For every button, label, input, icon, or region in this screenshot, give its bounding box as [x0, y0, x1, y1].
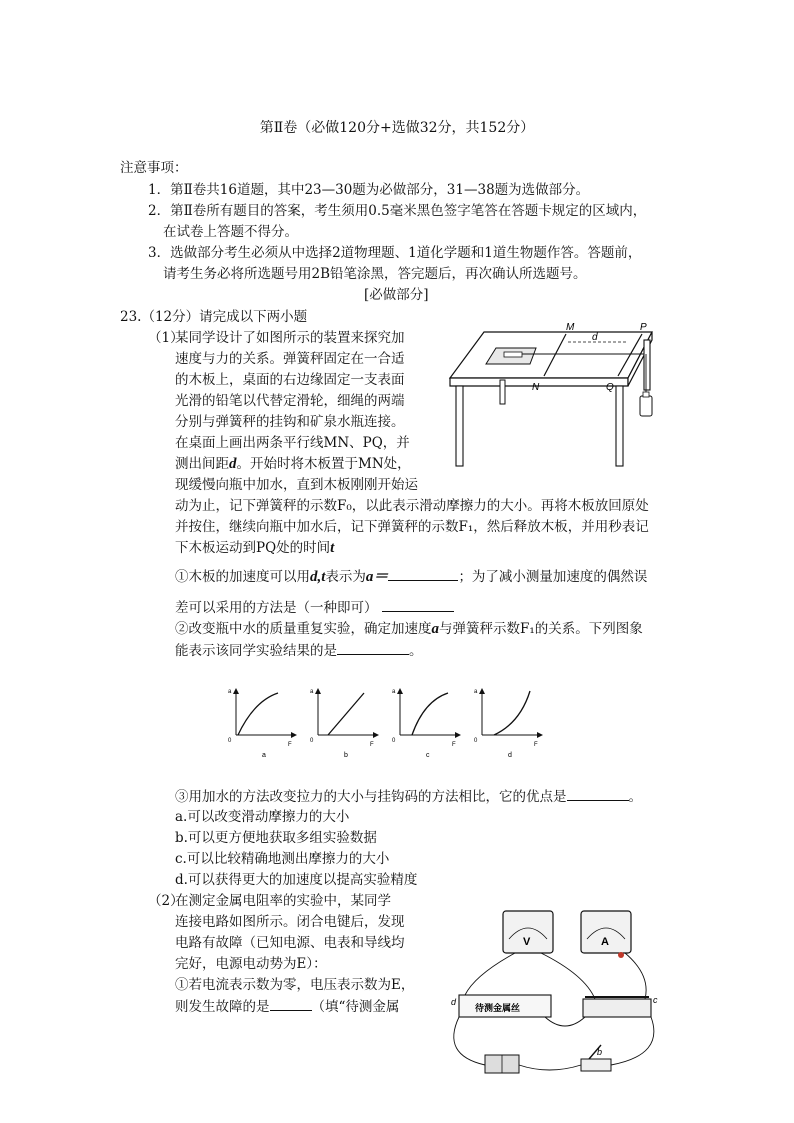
subquestion-2-cont: 能表示该同学实验结果的是 。 [175, 640, 423, 662]
terminal-dot [618, 952, 624, 958]
label-c: c [653, 995, 658, 1005]
ammeter-label: A [601, 936, 609, 948]
graph-options [222, 683, 552, 763]
question-text: 光滑的铅笔以代替定滑轮，细绳的两端 [175, 393, 405, 409]
wire-label: 待测金属丝 [475, 1003, 521, 1013]
question-text: 动为止，记下弹簧秤的示数F₀，以此表示滑动摩擦力的大小。再将木板放回原处 [175, 498, 649, 514]
circuit-figure [445, 905, 675, 1085]
page-title: 第Ⅱ卷（必做120分+选做32分，共152分） [259, 120, 535, 136]
text-fragment: 则发生故障的是 [175, 999, 270, 1015]
question-text: 某同学设计了如图所示的装置来探究加 [175, 330, 405, 346]
option-item[interactable]: d.可以获得更大的加速度以提高实验精度 [175, 872, 418, 888]
graph-a[interactable] [228, 689, 296, 759]
symbol-a-eq: a＝ [365, 569, 389, 585]
text-fragment: ①木板的加速度可以用 [175, 569, 310, 585]
question-text: 并按住，继续向瓶中加水后，记下弹簧秤的示数F₁，然后释放木板，并用秒表记 [175, 519, 649, 535]
graph-c[interactable] [392, 689, 460, 759]
graph-origin: 0 [228, 738, 232, 744]
graph-axis-x: F [288, 742, 292, 748]
option-item[interactable]: a.可以改变滑动摩擦力的大小 [175, 809, 350, 825]
graph-origin: 0 [310, 738, 314, 744]
question-text [175, 538, 334, 559]
graph-axis-y: a [228, 689, 232, 695]
graph-axis-y: a [392, 689, 396, 695]
notice-item: 在试卷上答题不得分。 [163, 224, 298, 240]
question-text: 的木板上，桌面的右边缘固定一支表面 [175, 372, 405, 388]
part-label: （1） [148, 330, 184, 346]
answer-blank[interactable] [270, 996, 312, 1011]
notice-item: 1．第Ⅱ卷共16道题，其中23—30题为必做部分，31—38题为选做部分。 [148, 182, 590, 198]
rheostat [583, 999, 651, 1017]
question-text: 现缓慢向瓶中加水，直到木板刚刚开始运 [175, 477, 418, 493]
question-text: 在测定金属电阻率的实验中，某同学 [175, 893, 391, 909]
question-text: 分别与弹簧秤的挂钩和矿泉水瓶连接。 [175, 414, 405, 430]
question-text: 速度与力的关系。弹簧秤固定在一合适 [175, 351, 405, 367]
symbol-dt: d,t [310, 569, 326, 585]
graph-b[interactable] [310, 689, 378, 759]
question-text: 电路有故障（已知电源、电表和导线均 [175, 935, 405, 951]
answer-blank[interactable] [382, 597, 454, 612]
graph-origin: 0 [474, 738, 478, 744]
question-text: 完好，电源电动势为E）： [175, 956, 327, 972]
question-head: 23.（12分）请完成以下两小题 [120, 309, 308, 325]
symbol-a: a [431, 621, 439, 637]
graph-origin: 0 [392, 738, 396, 744]
label-m: M [566, 322, 575, 333]
graph-axis-y: a [474, 689, 478, 695]
subquestion-3: ③用加水的方法改变拉力的大小与挂钩码的方法相比，它的优点是 。 [175, 786, 642, 808]
subquestion-1-cont [175, 597, 454, 619]
label-d2: d [451, 997, 457, 1007]
subquestion-2 [175, 619, 643, 640]
notice-heading: 注意事项： [120, 160, 188, 176]
graph-axis-x: F [534, 742, 538, 748]
text-fragment: 表示为 [325, 569, 366, 585]
graph-b-curve [328, 693, 364, 735]
question-text [175, 454, 411, 475]
text-fragment: （填“待测金属 [311, 999, 400, 1015]
symbol-d: d [229, 456, 237, 472]
answer-blank[interactable] [337, 640, 409, 655]
graph-c-curve [412, 693, 448, 735]
question-text: 连接电路如图所示。闭合电键后，发现 [175, 914, 405, 930]
label-p: P [640, 322, 647, 333]
graph-axis-y: a [310, 689, 314, 695]
question-text [175, 996, 399, 1018]
option-item[interactable]: c.可以比较精确地测出摩擦力的大小 [175, 851, 390, 867]
text-fragment: ；为了减小测量加速度的偶然误 [458, 569, 648, 585]
question-text: 在桌面上画出两条平行线MN、PQ，并 [175, 435, 410, 451]
label-d: d [592, 332, 598, 343]
water-bottle [640, 396, 652, 416]
switch [581, 1059, 611, 1071]
graph-a-curve [238, 693, 278, 735]
graph-d[interactable] [474, 689, 542, 759]
graph-letter: b [344, 752, 348, 759]
text-fragment: 。开始时将木板置于MN处， [236, 456, 411, 472]
graph-axis-x: F [370, 742, 374, 748]
text-fragment: 下木板运动到PQ处的时间 [175, 540, 331, 556]
option-item[interactable]: b.可以更方便地获取多组实验数据 [175, 830, 377, 846]
symbol-t: t [330, 540, 335, 556]
text-fragment: 差可以采用的方法是（一种即可） [175, 600, 378, 616]
graph-letter: c [426, 752, 430, 759]
graph-axis-x: F [452, 742, 456, 748]
section-label: [必做部分] [364, 287, 429, 303]
apparatus-figure [440, 320, 670, 475]
text-fragment: ②改变瓶中水的质量重复实验，确定加速度 [175, 621, 432, 637]
part-label: （2） [148, 893, 184, 909]
graph-letter: d [508, 752, 512, 759]
notice-item: 2．第Ⅱ卷所有题目的答案，考生须用0.5毫米黑色签字笔答在答题卡规定的区域内， [148, 203, 647, 219]
subquestion-1 [175, 566, 647, 588]
answer-blank[interactable] [567, 786, 629, 801]
label-b: b [597, 1047, 603, 1057]
answer-blank[interactable] [388, 566, 458, 581]
graph-d-curve [494, 691, 530, 735]
text-fragment: 测出间距 [175, 456, 229, 472]
text-fragment: 与弹簧秤示数F₁的关系。下列图象 [439, 621, 643, 637]
spring-scale [504, 352, 522, 357]
label-q: Q [606, 382, 614, 393]
text-fragment: 能表示该同学实验结果的是 [175, 643, 337, 659]
notice-item: 3．选做部分考生必须从中选择2道物理题、1道化学题和1道生物题作答。答题前， [148, 245, 642, 261]
question-text: ①若电流表示数为零，电压表示数为E， [175, 977, 415, 993]
text-fragment: ③用加水的方法改变拉力的大小与挂钩码的方法相比，它的优点是 [175, 789, 567, 805]
notice-item: 请考生务必将所选题号用2B铅笔涂黑，答完题后，再次确认所选题号。 [163, 266, 587, 282]
label-n: N [532, 382, 540, 393]
graph-letter: a [262, 752, 266, 759]
voltmeter-label: V [523, 936, 531, 948]
